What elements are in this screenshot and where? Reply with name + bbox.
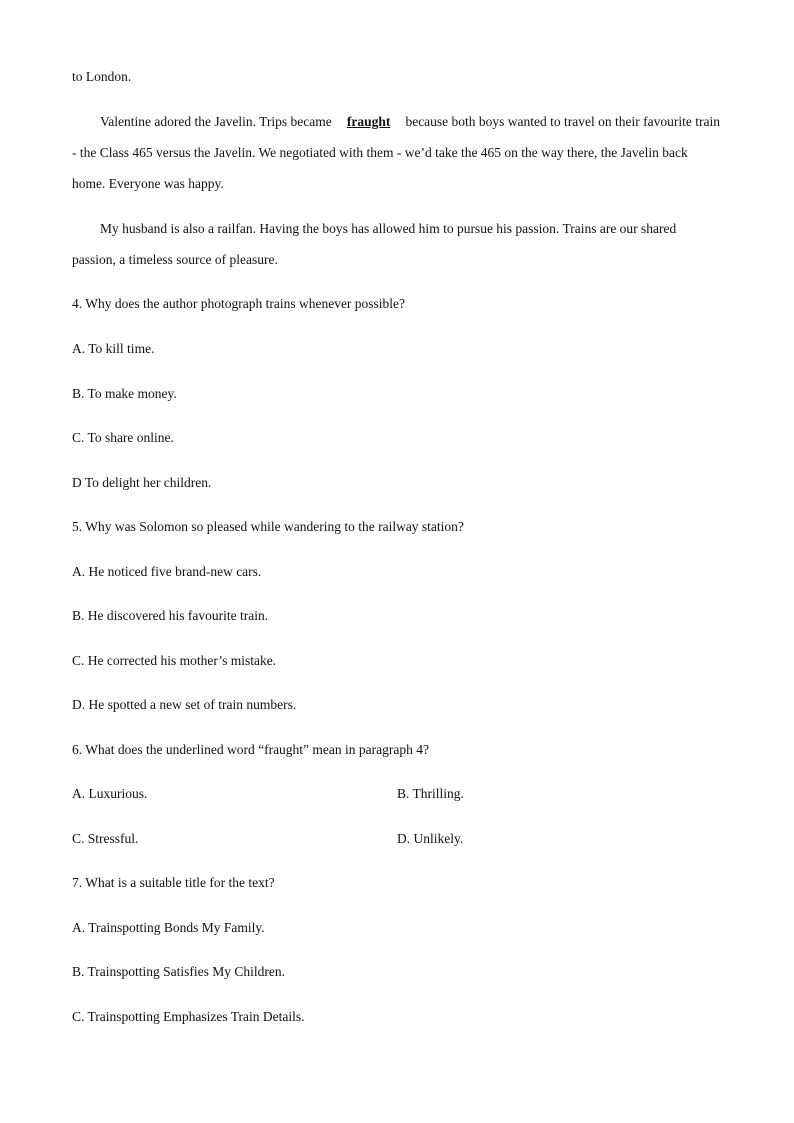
paragraph-4-line-3: home. Everyone was happy. <box>72 176 224 191</box>
underlined-word-fraught: fraught <box>346 114 391 129</box>
paragraph-end-line: to London. <box>72 69 132 84</box>
question-5-option-d: D. He spotted a new set of train numbers. <box>72 697 297 712</box>
question-6-option-d: D. Unlikely. <box>397 831 464 846</box>
paragraph-5-line-1: My husband is also a railfan. Having the boys has allowed him to pursue his passion. Trains are our shared <box>100 221 677 236</box>
question-4-option-d: D To delight her children. <box>72 475 212 490</box>
p4-line1-before: Valentine adored the Javelin. Trips became <box>100 114 332 129</box>
question-4-option-b: B. To make money. <box>72 386 177 401</box>
question-5-option-c: C. He corrected his mother’s mistake. <box>72 653 277 668</box>
question-5-option-a: A. He noticed five brand-new cars. <box>72 564 262 579</box>
paragraph-5-line-2: passion, a timeless source of pleasure. <box>72 252 278 267</box>
paragraph-4-line-2: - the Class 465 versus the Javelin. We negotiated with them - we’d take the 465 on the way there, the Javelin back <box>72 145 688 160</box>
question-7-option-c: C. Trainspotting Emphasizes Train Details. <box>72 1009 305 1024</box>
question-6-option-a: A. Luxurious. <box>72 786 148 801</box>
question-5-stem: 5. Why was Solomon so pleased while wandering to the railway station? <box>72 519 464 534</box>
question-4-stem: 4. Why does the author photograph trains whenever possible? <box>72 296 406 311</box>
question-6-option-c: C. Stressful. <box>72 831 139 846</box>
question-5-option-b: B. He discovered his favourite train. <box>72 608 269 623</box>
question-6-stem: 6. What does the underlined word “fraught” mean in paragraph 4? <box>72 742 429 757</box>
question-4-option-a: A. To kill time. <box>72 341 155 356</box>
p4-line1-after: because both boys wanted to travel on their favourite train <box>405 114 720 129</box>
question-7-option-b: B. Trainspotting Satisfies My Children. <box>72 964 286 979</box>
question-7-option-a: A. Trainspotting Bonds My Family. <box>72 920 265 935</box>
question-7-stem: 7. What is a suitable title for the text? <box>72 875 275 890</box>
question-6-option-b: B. Thrilling. <box>397 786 464 801</box>
question-4-option-c: C. To share online. <box>72 430 174 445</box>
paragraph-4-line-1 <box>100 113 720 131</box>
